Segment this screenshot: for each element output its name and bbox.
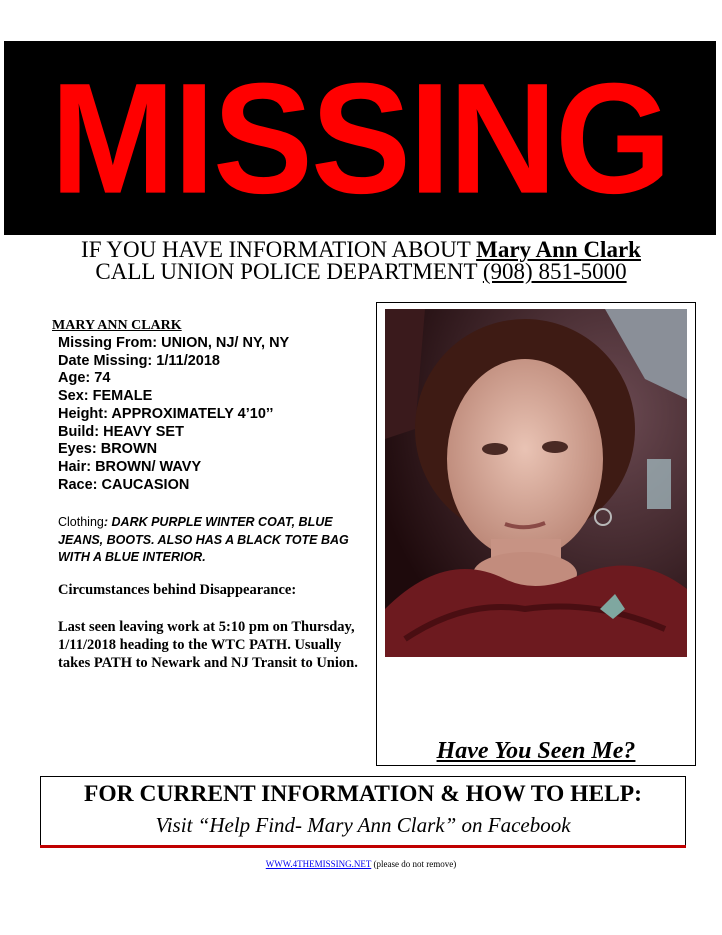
missing-person-photo [385,309,687,657]
fact-hair: Hair: BROWN/ WAVY [58,458,202,475]
person-facts-list [58,335,289,494]
police-department-label: CALL UNION POLICE DEPARTMENT [95,259,478,284]
footer-website-link[interactable]: WWW.4THEMISSING.NET [265,859,372,869]
have-you-seen-me-caption: Have You Seen Me? [436,738,636,764]
fact-height: Height: APPROXIMATELY 4’10’’ [58,405,274,422]
contact-person-name: Mary Ann Clark [476,237,641,262]
help-facebook-note: Visit “Help Find- Mary Ann Clark” on Facebook [155,813,571,837]
clothing-value: : DARK PURPLE WINTER COAT, BLUE JEANS, BOOTS. ALSO HAS A BLACK TOTE BAG WITH A BLUE INTERIOR. [58,515,349,564]
footer-note: (please do not remove) [371,859,457,869]
fact-date-missing: Date Missing: 1/11/2018 [58,352,220,369]
contact-prefix: IF YOU HAVE INFORMATION ABOUT [81,237,471,262]
missing-banner [4,41,716,235]
missing-headline: MISSING [50,49,670,226]
fact-build: Build: HEAVY SET [58,423,184,440]
clothing-description [58,514,376,567]
circumstances-heading: Circumstances behind Disappearance: [58,582,297,598]
person-name-heading: MARY ANN CLARK [52,318,182,333]
help-info-box [40,776,686,846]
contact-line-2 [0,260,722,283]
fact-eyes: Eyes: BROWN [58,441,158,458]
clothing-label: Clothing [58,515,104,529]
fact-age: Age: 74 [58,370,111,387]
contact-line-1 [0,238,722,261]
police-phone-number: (908) 851-5000 [482,259,627,284]
footer [0,859,722,869]
circumstances-text: Last seen leaving work at 5:10 pm on Thursday, 1/11/2018 heading to the WTC PATH. Usually takes PATH to Newark and NJ Transit to Union. [58,619,358,671]
fact-missing-from: Missing From: UNION, NJ/ NY, NY [58,335,290,351]
fact-sex: Sex: FEMALE [58,388,153,405]
red-underline [40,845,686,848]
help-title: FOR CURRENT INFORMATION & HOW TO HELP: [84,781,642,807]
fact-race: Race: CAUCASION [58,476,190,493]
